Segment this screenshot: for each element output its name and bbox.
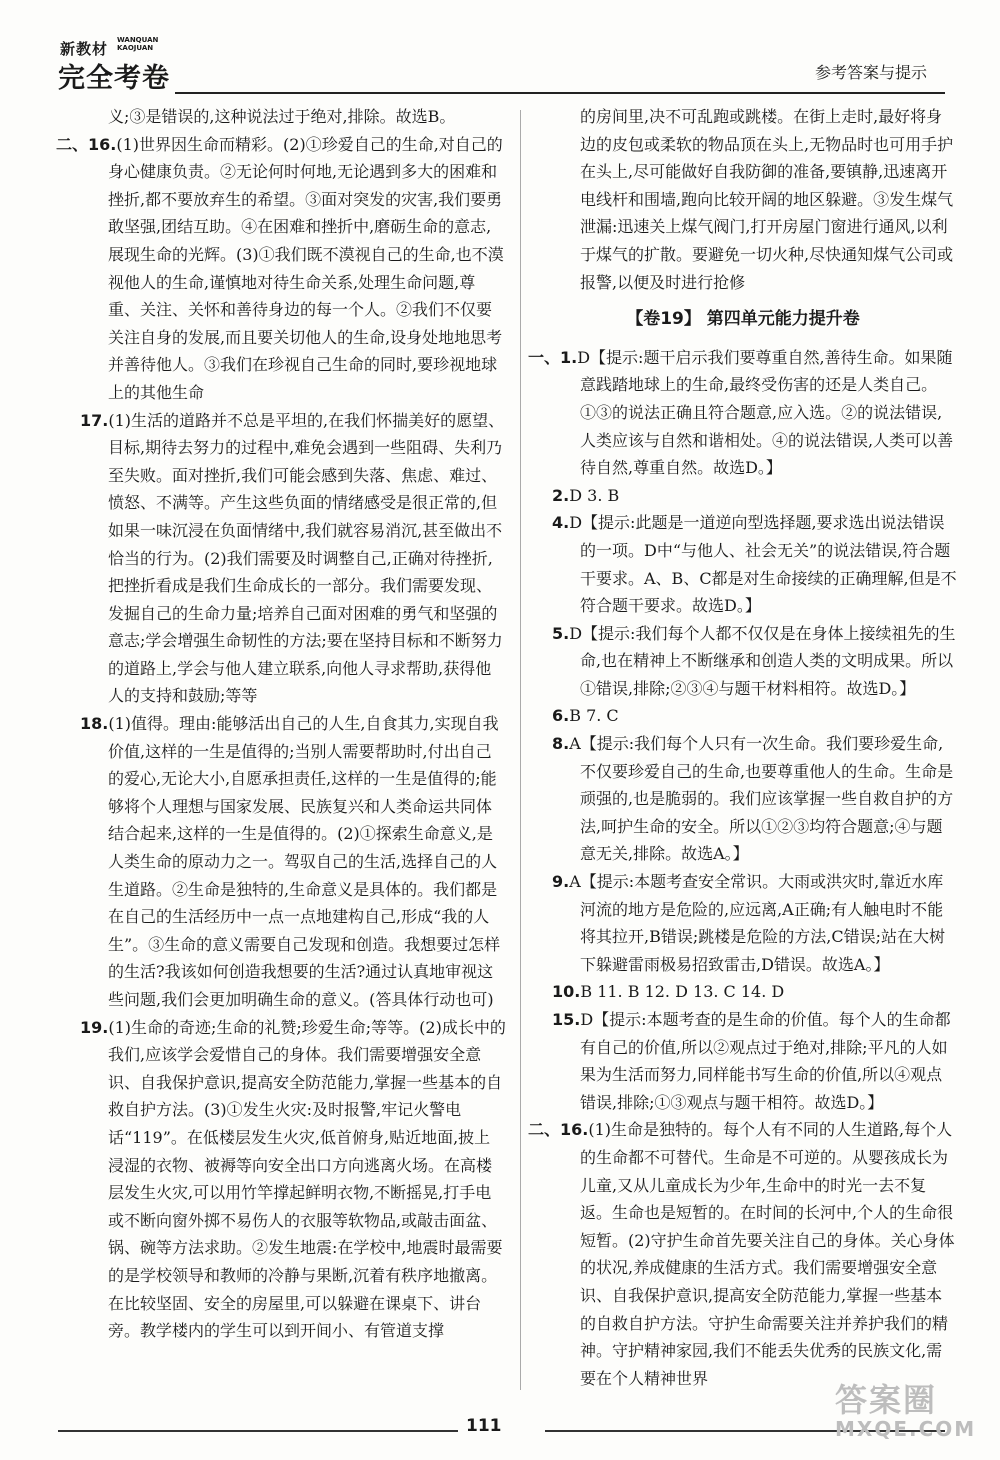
brand-small-title: 新教材 xyxy=(60,40,109,58)
answer-text: D【提示:我们每个人都不仅仅是在身体上接续祖先的生命,也在精神上不断继承和创造人类的文明成果。所以①错误,排除;②③④与题干材料相符。故选D。】 xyxy=(569,623,956,698)
right-column xyxy=(528,103,958,1392)
answer-text: 义;③是错误的,这种说法过于绝对,排除。故选B。 xyxy=(108,107,456,126)
answer-number: 18. xyxy=(80,714,109,734)
section-heading: 参考答案与提示 xyxy=(815,63,928,82)
right-column-answers xyxy=(528,344,958,1393)
answer-item xyxy=(56,103,506,131)
answer-text: A【提示:我们每个人只有一次生命。我们要珍爱生命,不仅要珍爱自己的生命,也要尊重他人的生命。生命是顽强的,也是脆弱的。我们应该掌握一些自救自护的方法,呵护生命的安全。所以①②③均符合题意;④与题意无关,排除。故选A。】 xyxy=(569,734,954,864)
answer-text: D 3. B xyxy=(569,485,620,505)
answer-item xyxy=(528,509,958,619)
answer-item xyxy=(56,407,506,711)
answer-number: 4. xyxy=(552,513,570,533)
answer-number: 17. xyxy=(80,410,109,430)
column-divider xyxy=(520,110,521,1390)
answer-text: (1)生活的道路并不总是平坦的,在我们怀揣美好的愿望、目标,期待去努力的过程中,难免会遇到一些阻碍、失利乃至失败。面对挫折,我们可能会感到失落、焦虑、难过、愤怒、不满等。产生这些负面的情绪感受是很正常的,但如果一味沉浸在负面情绪中,我们就容易消沉,甚至做出不恰当的行为。(2)我们需要及时调整自己,正确对待挫折,把挫折看成是我们生命成长的一部分。我们需要发现、发掘自己的生命力量;培养自己面对困难的勇气和坚强的意志;学会增强生命韧性的方法;要在坚持目标和不断努力的道路上,学会与他人建立联系,向他人寻求帮助,获得他人的支持和鼓励;等等 xyxy=(108,410,505,706)
answer-item xyxy=(528,978,958,1006)
answer-text: B 7. C xyxy=(569,706,619,726)
watermark-text: 答案圈 xyxy=(835,1381,938,1419)
answer-number: 9. xyxy=(552,872,570,892)
answer-item xyxy=(56,710,506,1014)
answer-item xyxy=(528,103,958,296)
exam-section-title: 【卷19】 第四单元能力提升卷 xyxy=(626,309,860,330)
answer-number: 6. xyxy=(552,706,570,726)
brand-pinyin-line1: WANQUAN xyxy=(117,36,159,44)
answer-item xyxy=(528,868,958,978)
answer-item xyxy=(528,702,958,730)
answer-number: 10. xyxy=(552,982,581,1002)
right-column-continuation xyxy=(528,103,958,296)
brand-logo-title: 完全考卷 xyxy=(58,63,170,94)
answer-item xyxy=(528,620,958,703)
answer-text: A【提示:本题考查安全常识。大雨或洪灾时,靠近水库河流的地方是危险的,应远离,A正确;有人触电时不能将其拉开,B错误;跳楼是危险的方法,C错误;站在大树下躲避雷雨极易招致雷击,D错误。故选A。】 xyxy=(569,872,945,974)
answer-number: 5. xyxy=(552,623,570,643)
answer-number: 15. xyxy=(552,1010,581,1029)
answer-item xyxy=(56,131,506,407)
brand-pinyin-line2: KAOJUAN xyxy=(117,44,154,52)
answer-text: D【提示:本题考查的是生命的价值。每个人的生命都有自己的价值,所以②观点过于绝对,排除;平凡的人如果为生活而努力,同样能书写生命的价值,所以④观点错误,排除;①③观点与题干相符。故选D。】 xyxy=(580,1010,951,1112)
answer-item xyxy=(528,1006,958,1116)
footer-rule-left xyxy=(58,1430,458,1432)
answer-item xyxy=(528,344,958,482)
answer-number: 2. xyxy=(552,485,570,505)
watermark-url: MXQE.COM xyxy=(835,1417,977,1441)
answer-text: (1)生命的奇迹;生命的礼赞;珍爱生命;等等。(2)成长中的我们,应该学会爱惜自己的身体。我们需要增强安全意识、自我保护意识,提高安全防范能力,掌握一些基本的自救自护方法。(3)①发生火灾:及时报警,牢记火警电话“119”。在低楼层发生火灾,低首俯身,贴近地面,披上浸湿的衣物、被褥等向安全出口方向逃离火场。在高楼层发生火灾,可以用竹竿撑起鲜明衣物,不断摇晃,打手电或不断向窗外掷不易伤人的衣服等软物品,或敲击面盆、锅、碗等方法求助。②发生地震:在学校中,地震时最需要的是学校领导和教师的冷静与果断,沉着有秩序地撤离。在比较坚固、安全的房屋里,可以躲避在课桌下、讲台旁。教学楼内的学生可以到开间小、有管道支撑 xyxy=(108,1017,506,1341)
answer-text: (1)生命是独特的。每个人有不同的人生道路,每个人的生命都不可替代。生命是不可逆的。从婴孩成长为儿童,又从儿童成长为少年,生命中的时光一去不复返。生命也是短暂的。在时间的长河中,个人的生命很短暂。(2)守护生命首先要关注自己的身体。关心身体的状况,养成健康的生活方式。我们需要增强安全意识、自我保护意识,提高安全防范能力,掌握一些基本的自救自护方法。守护生命需要关注并养护我们的精神。守护精神家园,我们不能丢失优秀的民族文化,需要在个人精神世界 xyxy=(580,1120,955,1388)
answer-text: D【提示:此题是一道逆向型选择题,要求选出说法错误的一项。D中“与他人、社会无关”的说法错误,符合题干要求。A、B、C都是对生命接续的正确理解,但是不符合题干要求。故选D。】 xyxy=(569,513,957,616)
answer-item xyxy=(528,730,958,868)
answer-text: D【提示:题干启示我们要尊重自然,善待生命。如果随意践踏地球上的生命,最终受伤害的还是人类自己。①③的说法正确且符合题意,应入选。②的说法错误,人类应该与自然和谐相处。④的说法错误,人类可以善待自然,尊重自然。故选D。】 xyxy=(577,347,954,478)
header-divider xyxy=(175,92,945,94)
answer-text: (1)值得。理由:能够活出自己的人生,自食其力,实现自我价值,这样的一生是值得的;当别人需要帮助时,付出自己的爱心,无论大小,自愿承担责任,这样的一生是值得的;能够将个人理想与国家发展、民族复兴和人类命运共同体结合起来,这样的一生是值得的。(2)①探索生命意义,是人类生命的原动力之一。驾驭自己的生活,选择自己的人生道路。②生命是独特的,生命意义是具体的。我们都是在自己的生活经历中一点一点地建构自己,形成“我的人生”。③生命的意义需要自己发现和创造。我想要过怎样的生活?我该如何创造我想要的生活?通过认真地审视这些问题,我们会更加明确生命的意义。(答具体行动也可) xyxy=(108,714,501,1009)
answer-text: B 11. B 12. D 13. C 14. D xyxy=(580,982,785,1002)
page-number: 111 xyxy=(466,1416,502,1436)
answer-number: 8. xyxy=(552,734,570,754)
page-header xyxy=(0,0,1000,100)
answer-item xyxy=(56,1014,506,1345)
answer-text: (1)世界因生命而精彩。(2)①珍爱自己的生命,对自己的身心健康负责。②无论何时何地,无论遇到多大的困难和挫折,都不要放弃生的希望。③面对突发的灾害,我们要勇敢坚强,团结互助。④在困难和挫折中,磨砺生命的意志,展现生命的光辉。(3)①我们既不漠视自己的生命,也不漠视他人的生命,谨慎地对待生命关系,处理生命问题,尊重、关注、关怀和善待身边的每一个人。②我们不仅要关注自身的发展,而且要关切他人的生命,设身处地地思考并善待他人。③我们在珍视自己生命的同时,要珍视地球上的其他生命 xyxy=(108,134,504,402)
brand-pinyin xyxy=(117,36,158,52)
answer-number: 一、1. xyxy=(528,347,578,367)
answer-item xyxy=(528,1116,958,1392)
answer-text: 的房间里,决不可乱跑或跳楼。在街上走时,最好将身边的皮包或柔软的物品顶在头上,无物品时也可用手护在头上,尽可能做好自我防御的准备,要镇静,迅速离开电线杆和围墙,跑向比较开阔的地区躲避。③发生煤气泄漏:迅速关上煤气阀门,打开房屋门窗进行通风,以利于煤气的扩散。要避免一切火种,尽快通知煤气公司或报警,以便及时进行抢修 xyxy=(580,107,954,292)
answer-item xyxy=(528,482,958,510)
answer-number: 二、16. xyxy=(56,134,117,154)
watermark xyxy=(835,1375,976,1441)
answer-number: 19. xyxy=(80,1017,109,1037)
left-column xyxy=(56,103,506,1345)
answer-number: 二、16. xyxy=(528,1120,589,1140)
